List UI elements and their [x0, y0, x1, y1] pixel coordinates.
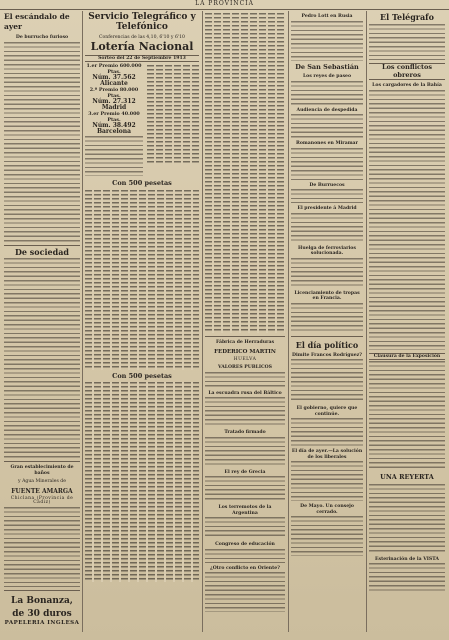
- article-text: [369, 90, 445, 350]
- headline-dia-politico: El día político: [295, 339, 359, 350]
- article-text: [369, 484, 445, 554]
- headline-reyerta: UNA REYERTA: [380, 473, 434, 481]
- headline-romanones: Romanones en Miramar: [296, 141, 358, 146]
- ad-banos-place: Chiclana (Provincia de Cádiz): [10, 496, 74, 506]
- ad-bonanza-title: La Bonanza, de 30 duros: [11, 595, 73, 619]
- ad-herraduras-place: HUELVA: [233, 357, 257, 362]
- headline-presidente: El presidente á Madrid: [297, 206, 357, 211]
- article-text: [85, 136, 143, 176]
- column-rule: [202, 11, 203, 632]
- subhead-cargadores: Los cargadores de la Bahía: [372, 83, 442, 88]
- article-text: [291, 148, 363, 180]
- prize-1-number: Núm. 37.562 Alicante: [92, 74, 136, 87]
- subhead-con-500-a: Con 500 pesetas: [112, 179, 172, 187]
- column-2: [85, 11, 199, 632]
- article-text: [369, 24, 445, 60]
- lottery-number-grid: [147, 65, 199, 165]
- headline-escuadra: La escuadra rusa del Báltico: [208, 390, 282, 396]
- headline-esterinacion: Esterinación de la VISTA: [375, 556, 439, 562]
- article-text: [291, 81, 363, 105]
- headline-de-mayo: De Mayo. Un consejo cerrado.: [300, 504, 354, 515]
- article-text: [205, 476, 285, 502]
- subhead-conferencias: Conferencias de las 4,10, 6'10 y 6'10: [98, 35, 185, 40]
- divider: [205, 336, 285, 337]
- subhead-sorteo: Sorteo del 22 de Septiembre 1913: [85, 55, 199, 63]
- headline-conflictos: Los conflictos obreros: [369, 63, 445, 80]
- article-text: [205, 549, 285, 563]
- divider: [4, 245, 80, 246]
- article-text: [205, 572, 285, 612]
- article-text: [369, 361, 445, 471]
- subhead-con-500-b: Con 500 pesetas: [112, 371, 172, 380]
- headline-tratado: Tratado firmado: [224, 430, 266, 436]
- subhead-valores: VALORES PUBLICOS: [218, 365, 272, 371]
- headline-dia-ayer: El día de ayer.—La solución de los liberales: [291, 449, 363, 460]
- lottery-number-grid: [85, 382, 199, 582]
- ad-banos-name: FUENTE AMARGA: [11, 487, 73, 495]
- article-text: [4, 42, 80, 242]
- ad-bonanza-foot: PAPELERIA INGLESA: [4, 619, 80, 626]
- headline-sociedad: De sociedad: [14, 246, 70, 257]
- article-text: [205, 517, 285, 539]
- headline-rey-grecia: El rey de Grecia: [224, 469, 266, 475]
- lottery-number-grid: [205, 13, 285, 333]
- headline-gobierno: El gobierno, quiere que continúe.: [296, 406, 358, 417]
- article-text: [291, 516, 363, 556]
- prize-2: 2.º Premio 80.000 Ptas.: [89, 87, 139, 99]
- masthead: [0, 0, 449, 10]
- article-text: [291, 114, 363, 138]
- headline-congreso: Congreso de educación: [215, 542, 275, 548]
- headline-escandalo: El escándalo de ayer: [4, 12, 70, 31]
- prize-1: 1.er Premio 600.000 Ptas.: [86, 63, 142, 75]
- headline-audiencia: Audiencia de despedida: [296, 107, 358, 113]
- divider: [4, 461, 80, 462]
- article-text: [205, 437, 285, 467]
- article-text: [291, 461, 363, 501]
- subhead-burrucho: De burrucho furioso: [15, 35, 69, 40]
- article-text: [291, 189, 363, 203]
- article-text: [291, 303, 363, 333]
- headline-burruecos: De Burruecos: [309, 182, 345, 188]
- subhead-reyes-paseo: Los reyes de paseo: [302, 74, 352, 79]
- article-text: [291, 359, 363, 403]
- headline-servicio: Servicio Telegráfico y Telefónico: [88, 12, 196, 32]
- headline-dimite: Dimite Francos Rodríguez?: [292, 352, 362, 358]
- article-text: [291, 258, 363, 288]
- headline-san-sebastian: De San Sebastián: [295, 62, 359, 71]
- prize-3-number: Núm. 38.492 Barcelona: [92, 122, 136, 135]
- masthead-title: LA PROVINCIA: [195, 0, 254, 7]
- ad-banos-title: Gran establecimiento de baños: [10, 465, 74, 476]
- article-text: [4, 258, 80, 458]
- headline-telegrafo: El Telégrafo: [380, 12, 434, 22]
- article-text: [291, 418, 363, 446]
- headline-huelga: Huelga de ferroviarios solucionada.: [298, 245, 356, 256]
- column-rule: [366, 11, 367, 632]
- prize-2-number: Núm. 27.312 Madrid: [92, 98, 136, 111]
- article-text: [205, 372, 285, 388]
- ad-herraduras-name: FEDERICO MARTIN: [214, 348, 276, 355]
- column-4: [291, 11, 363, 632]
- column-5: [369, 11, 445, 632]
- article-text: [291, 21, 363, 61]
- ad-banos-sub: y Agua Minerales de: [18, 479, 66, 484]
- divider: [4, 590, 80, 591]
- column-3: [205, 11, 285, 632]
- lottery-number-grid: [85, 190, 199, 370]
- headline-licenciamiento: Licenciamiento de tropas en Francia.: [294, 290, 360, 301]
- article-text: [369, 563, 445, 593]
- divider: [291, 336, 363, 337]
- article-text: [205, 397, 285, 427]
- column-1: [4, 11, 80, 632]
- ad-herraduras-title: Fábrica de Herraduras: [215, 340, 275, 345]
- ad-text: [4, 507, 80, 587]
- headline-loteria: Lotería Nacional: [90, 39, 194, 53]
- headline-terremotos: Los terremotos de la Argentina: [218, 505, 272, 516]
- column-rule: [288, 11, 289, 632]
- headline-clausura: Clausura de la Exposición: [369, 353, 445, 361]
- headline-conflicto: ¿Otro conflicto en Oriente?: [210, 565, 280, 571]
- article-text: [291, 213, 363, 243]
- prize-3: 3.er Premio 40.000 Ptas.: [88, 111, 140, 123]
- column-rule: [82, 11, 83, 632]
- headline-pedro-lott: Pedro Lott en Rusia: [301, 14, 353, 19]
